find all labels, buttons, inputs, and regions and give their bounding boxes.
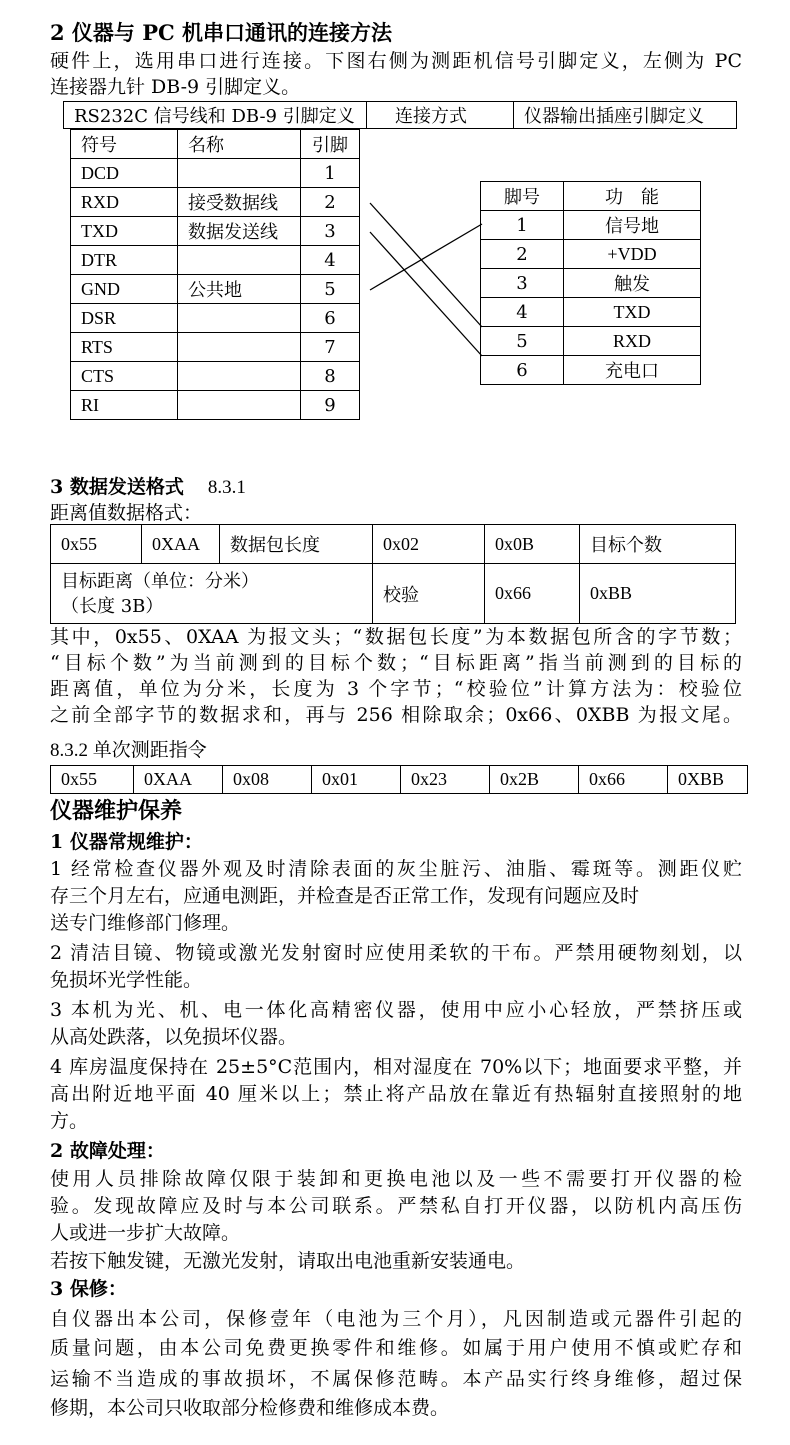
- routine-maintenance-title: 1 仪器常规维护：: [50, 831, 203, 853]
- section2-para-line2: 连接器九针 DB-9 引脚定义。: [50, 76, 301, 98]
- output-function: 信号地: [564, 211, 701, 240]
- output-header-pin: 脚号: [481, 182, 564, 211]
- target-distance-length: （长度 3B）: [61, 595, 164, 617]
- output-function: 充电口: [564, 356, 701, 385]
- db9-symbol: TXD: [71, 217, 178, 246]
- format-desc-line: “目标个数”为当前测到的目标个数；“目标距离”指当前测到的目标的: [50, 652, 742, 674]
- format-desc-line: 距离值，单位为分米，长度为 3 个字节；“校验位”计算方法为：校验位: [50, 678, 742, 700]
- single-measure-cmd-title: 8.3.2 单次测距指令: [50, 740, 207, 761]
- maintenance-title: 仪器维护保养: [50, 798, 183, 824]
- header-cell-output: 仪器输出插座引脚定义: [514, 102, 737, 129]
- wire-gnd-to-signal-ground: [370, 224, 482, 290]
- format-desc-line: 其中，0x55、0XAA 为报文头；“数据包长度”为本数据包所含的字节数；: [50, 626, 742, 648]
- header-cell-rs232: RS232C 信号线和 DB-9 引脚定义: [64, 102, 367, 129]
- db9-symbol: RXD: [71, 188, 178, 217]
- db9-symbol: DSR: [71, 304, 178, 333]
- db9-name: 公共地: [178, 275, 301, 304]
- db9-symbol: DCD: [71, 159, 178, 188]
- format-cell: 0XAA: [142, 525, 220, 564]
- db9-symbol: RTS: [71, 333, 178, 362]
- cmd-byte: 0x01: [312, 766, 401, 794]
- routine-maintenance-line: 从高处跌落，以免损坏仪器。: [50, 1026, 298, 1048]
- table-row: [51, 564, 736, 624]
- db9-pin: 6: [301, 304, 360, 333]
- output-pin: 5: [481, 327, 564, 356]
- output-pin: 4: [481, 298, 564, 327]
- db9-pin: 4: [301, 246, 360, 275]
- format-desc-line: 之前全部字节的数据求和，再与 256 相除取余；0x66、0XBB 为报文尾。: [50, 704, 742, 726]
- db9-pin: 9: [301, 391, 360, 420]
- output-header-function: 功 能: [564, 182, 701, 211]
- output-function: 触发: [564, 269, 701, 298]
- cmd-byte: 0x23: [401, 766, 490, 794]
- cmd-byte: 0x55: [51, 766, 134, 794]
- warranty-line: 修期，本公司只收取部分检修费和维修成本费。: [50, 1397, 450, 1419]
- target-distance-label: 目标距离（单位：分米）: [61, 570, 259, 592]
- format-cell: 0x55: [51, 525, 142, 564]
- db9-symbol: CTS: [71, 362, 178, 391]
- warranty-line: 运输不当造成的事故损坏，不属保修范畴。本产品实行终身维修，超过保: [50, 1368, 742, 1390]
- routine-maintenance-line: 免损坏光学性能。: [50, 969, 203, 991]
- routine-maintenance-line: 2 清洁目镜、物镜或激光发射窗时应使用柔软的干布。严禁用硬物刻划，以: [50, 942, 742, 964]
- section2-heading: 2 仪器与 PC 机串口通讯的连接方法: [50, 20, 393, 45]
- routine-maintenance-line: 3 本机为光、机、电一体化高精密仪器，使用中应小心轻放，严禁挤压或: [50, 999, 742, 1021]
- db9-header-pin: 引脚: [301, 130, 360, 159]
- format-cell: 目标个数: [580, 525, 736, 564]
- troubleshooting-line: 使用人员排除故障仅限于装卸和更换电池以及一些不需要打开仪器的检: [50, 1168, 742, 1190]
- format-cell: 0x02: [373, 525, 485, 564]
- format-cell: 数据包长度: [220, 525, 373, 564]
- cmd-byte: 0XAA: [134, 766, 223, 794]
- warranty-line: 自仪器出本公司，保修壹年（电池为三个月），凡因制造或元器件引起的: [50, 1308, 742, 1330]
- warranty-line: 质量问题，由本公司免费更换零件和维修。如属于用户使用不慎或贮存和: [50, 1337, 742, 1359]
- wire-rxd-to-txd: [370, 203, 482, 327]
- troubleshooting-line: 若按下触发键，无激光发射，请取出电池重新安装通电。: [50, 1250, 526, 1272]
- cmd-byte: 0x2B: [490, 766, 579, 794]
- format-cell: 0x0B: [485, 525, 580, 564]
- db9-symbol: RI: [71, 391, 178, 420]
- wire-txd-to-rxd: [370, 232, 482, 356]
- routine-maintenance-line: 4 库房温度保持在 25±5°C范围内，相对湿度在 70%以下；地面要求平整，并: [50, 1056, 742, 1078]
- table-row: [51, 766, 748, 794]
- db9-header-name: 名称: [178, 130, 301, 159]
- troubleshooting-line: 验。发现故障应及时与本公司联系。严禁私自打开仪器，以防机内高压伤: [50, 1195, 742, 1217]
- db9-pin: 7: [301, 333, 360, 362]
- distance-format-subheading: 距离值数据格式：: [50, 502, 203, 524]
- output-pin: 1: [481, 211, 564, 240]
- db9-symbol: GND: [71, 275, 178, 304]
- routine-maintenance-line: 送专门维修部门修理。: [50, 912, 241, 934]
- section3-heading-number: 8.3.1: [207, 477, 246, 498]
- db9-pin: 3: [301, 217, 360, 246]
- db9-header-symbol: 符号: [71, 130, 178, 159]
- cmd-byte: 0x66: [579, 766, 668, 794]
- output-function: +VDD: [564, 240, 701, 269]
- format-cell: 校验: [373, 564, 485, 624]
- db9-pin: 5: [301, 275, 360, 304]
- routine-maintenance-line: 存三个月左右，应通电测距，并检查是否正常工作，发现有问题应及时: [50, 885, 640, 907]
- troubleshooting-title: 2 故障处理：: [50, 1140, 165, 1162]
- section2-para-line1: 硬件上，选用串口进行连接。下图右侧为测距机信号引脚定义，左侧为 PC: [50, 50, 742, 72]
- output-function: RXD: [564, 327, 701, 356]
- table-row: [51, 525, 736, 564]
- section3-heading-line: [50, 474, 246, 501]
- warranty-title: 3 保修：: [50, 1278, 127, 1300]
- routine-maintenance-line: 高出附近地平面 40 厘米以上；禁止将产品放在靠近有热辐射直接照射的地: [50, 1083, 742, 1105]
- output-pin: 6: [481, 356, 564, 385]
- db9-pin: 2: [301, 188, 360, 217]
- db9-name: 数据发送线: [178, 217, 301, 246]
- output-function: TXD: [564, 298, 701, 327]
- db9-pin: 8: [301, 362, 360, 391]
- cmd-byte: 0x08: [223, 766, 312, 794]
- section3-heading: 3 数据发送格式: [50, 476, 184, 498]
- db9-symbol: DTR: [71, 246, 178, 275]
- cmd-byte: 0XBB: [668, 766, 748, 794]
- output-pin: 3: [481, 269, 564, 298]
- db9-name: 接受数据线: [178, 188, 301, 217]
- distance-format-table: [50, 524, 736, 624]
- single-measure-cmd-table: [50, 765, 748, 794]
- output-pin: 2: [481, 240, 564, 269]
- format-cell-target-distance: [51, 564, 373, 624]
- header-cell-connection: 连接方式: [367, 102, 514, 129]
- format-cell: 0x66: [485, 564, 580, 624]
- db9-pin: 1: [301, 159, 360, 188]
- format-cell: 0xBB: [580, 564, 736, 624]
- routine-maintenance-line: 1 经常检查仪器外观及时清除表面的灰尘脏污、油脂、霉斑等。测距仪贮: [50, 858, 742, 880]
- troubleshooting-line: 人或进一步扩大故障。: [50, 1222, 241, 1244]
- routine-maintenance-line: 方。: [50, 1110, 89, 1132]
